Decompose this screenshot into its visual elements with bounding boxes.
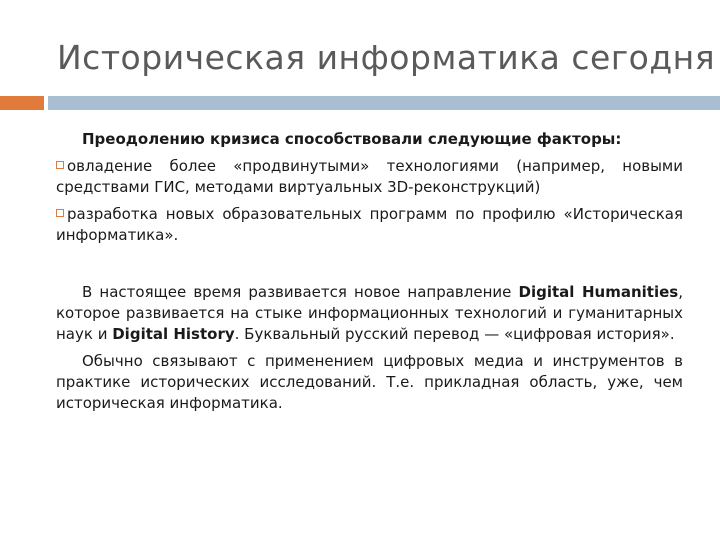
para1-text-3: . Буквальный русский перевод — «цифровая история». — [234, 325, 675, 343]
applied-field-paragraph: Обычно связывают с применением цифровых медиа и инструментов в практике исторических исследований. Т.е. прикладная область, уже, чем историческая информатика. — [56, 352, 683, 412]
slide-title: Историческая информатика сегодня — [57, 38, 716, 77]
bullet-square-icon — [56, 209, 64, 217]
accent-bar-orange — [0, 96, 44, 110]
bullet-square-icon — [56, 161, 64, 169]
digital-humanities-paragraph — [56, 282, 683, 345]
term-digital-history: Digital History — [112, 325, 235, 343]
slide-body — [56, 129, 683, 420]
accent-bar-blue — [48, 96, 720, 110]
bullet-item-1 — [56, 156, 683, 198]
spacer — [56, 252, 683, 282]
bullet-text-1: овладение более «продвинутыми» технологиями (например, новыми средствами ГИС, методами виртуальных 3D-реконструкций) — [56, 157, 683, 196]
lead-paragraph: Преодолению кризиса способствовали следующие факторы: — [82, 130, 622, 148]
para1-text-1: В настоящее время развивается новое направление — [82, 283, 519, 301]
bullet-item-2 — [56, 204, 683, 246]
para1-text-2: , которое развивается на стыке информационных технологий и гуманитарных наук и — [56, 283, 683, 343]
term-digital-humanities: Digital Humanities — [518, 283, 679, 301]
bullet-text-2: разработка новых образовательных программ по профилю «Историческая информатика». — [56, 205, 683, 244]
